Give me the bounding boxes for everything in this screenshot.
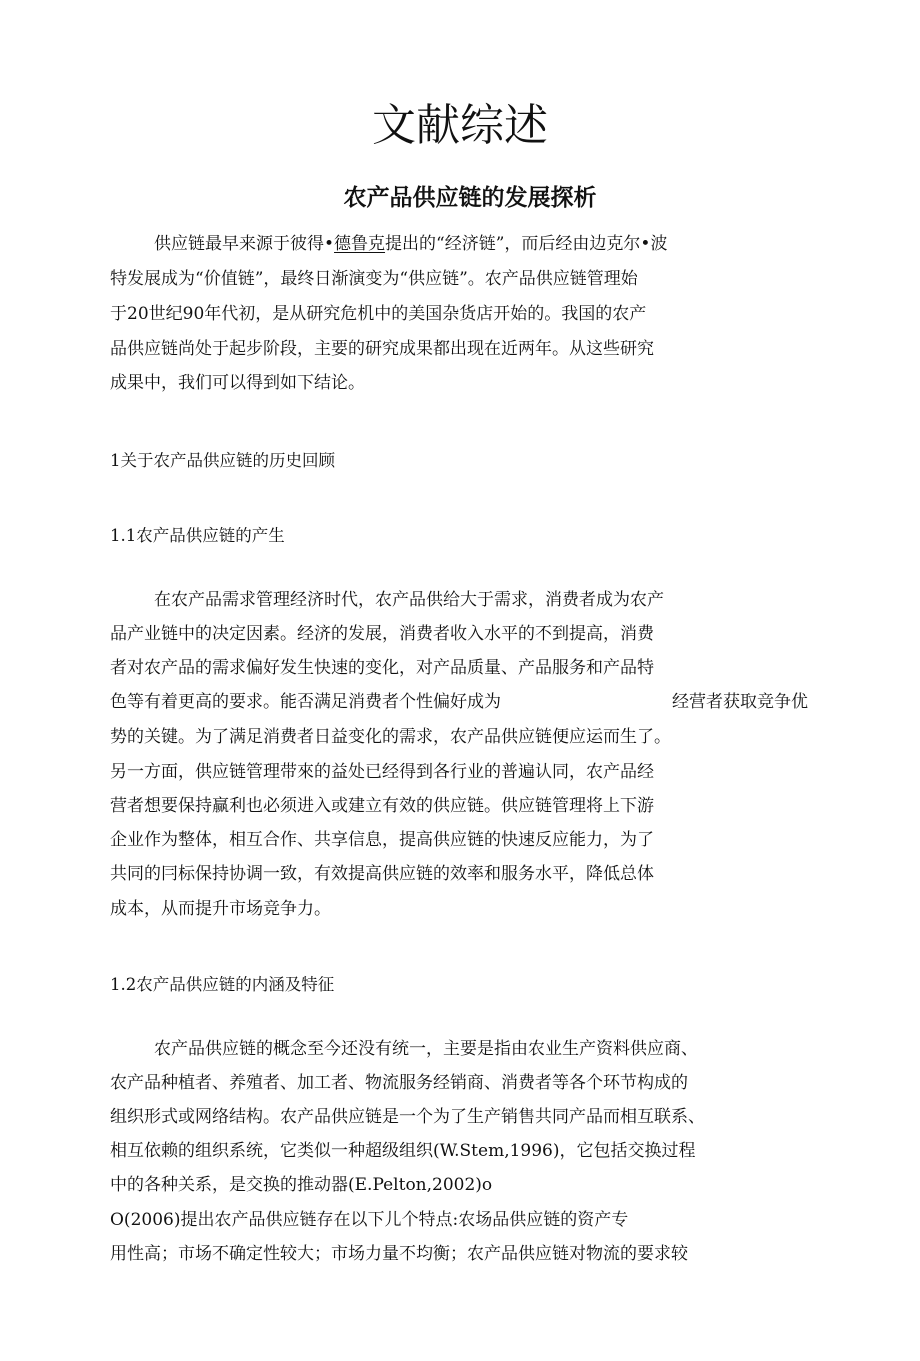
section-heading: 1关于农产品供应链的历史回顾 — [110, 451, 335, 470]
paragraph-line: 营者想要保持赢利也必须进入或建立有效的供应链。供应链管理将上下游 — [110, 796, 654, 816]
paragraph-line: 另一方面，供应链管理带來的益处已经得到各行业的普遍认同，农产品经 — [110, 762, 654, 782]
paragraph-line: 成本，从而提升市场竞争力。 — [110, 899, 331, 919]
paragraph-line: 特发展成为“价值链”，最终日渐演变为“供应链”。农产品供应链管理始 — [110, 269, 638, 289]
paragraph-line: 势的关键。为了满足消费者日益变化的需求，农产品供应链便应运而生了。 — [110, 727, 671, 747]
paragraph-line — [154, 232, 667, 256]
underlined-name: 德鲁克 — [334, 234, 386, 254]
paragraph-line: 品产业链中的决定因素。经济的发展，消费者收入水平的不到提高，消费 — [110, 624, 654, 644]
text-span: 供应链最早来源于彼得• — [154, 234, 335, 254]
subsection-heading: 1.1农产品供应链的产生 — [110, 526, 285, 545]
paragraph-line: 于20世纪90年代初，是从研究危机中的美国杂货店开始的。我国的农产 — [110, 304, 647, 324]
paragraph-line: 相互依赖的组织系统，它类似一种超级组织(W.Stem,1996)，它包括交换过程 — [110, 1141, 696, 1161]
paragraph-line: 品供应链尚处于起步阶段，主要的研究成果都出现在近两年。从这些研究 — [110, 339, 654, 359]
paragraph-line: O(2006)提出农产品供应链存在以下儿个特点:农场品供应链的资产专 — [110, 1210, 629, 1230]
paragraph-line: 企业作为整体，相互合作、共享信息，提高供应链的快速反应能力，为了 — [110, 830, 654, 850]
paragraph-line: 成果中，我们可以得到如下结论。 — [110, 373, 365, 393]
paragraph-line: 在农产品需求管理经济时代，农产品供给大于需求，消费者成为农产 — [154, 590, 664, 610]
paragraph-line: 农产品种植者、养殖者、加工者、物流服务经销商、消费者等各个环节构成的 — [110, 1073, 688, 1093]
paragraph-line: 农产品供应链的概念至今还没有统一，主要是指由农业生产资料供应商、 — [154, 1039, 698, 1059]
paragraph-line: 共同的冃标保持协调一致，有效提高供应链的效率和服务水平，降低总体 — [110, 864, 654, 884]
text-span: 提出的“经济链”，而后经由边克尔•波 — [385, 234, 668, 254]
paragraph-line: 中的各种关系，是交换的推动器(E.Pelton,2002)o — [110, 1175, 493, 1195]
paragraph-line: 组织形式或网络结构。农产品供应链是一个为了生产销售共同产品而相互联系、 — [110, 1107, 705, 1127]
subsection-heading: 1.2农产品供应链的内涵及特征 — [110, 975, 335, 994]
paragraph-line: 者对农产品的需求偏好发生快速的变化，对产品质量、产品服务和产品特 — [110, 658, 654, 678]
paragraph-line: 用性高；市场不确定性较大；市场力量不均衡；农产品供应链对物流的要求较 — [110, 1244, 688, 1264]
document-subtitle: 农产品供应链的发展探析 — [343, 185, 597, 211]
paragraph-line: 色等有着更高的要求。能否满足消费者个性偏好成为 — [110, 692, 501, 712]
paragraph-line: 经营者获取竞争优 — [672, 692, 808, 712]
document-title: 文献综述 — [372, 100, 548, 151]
